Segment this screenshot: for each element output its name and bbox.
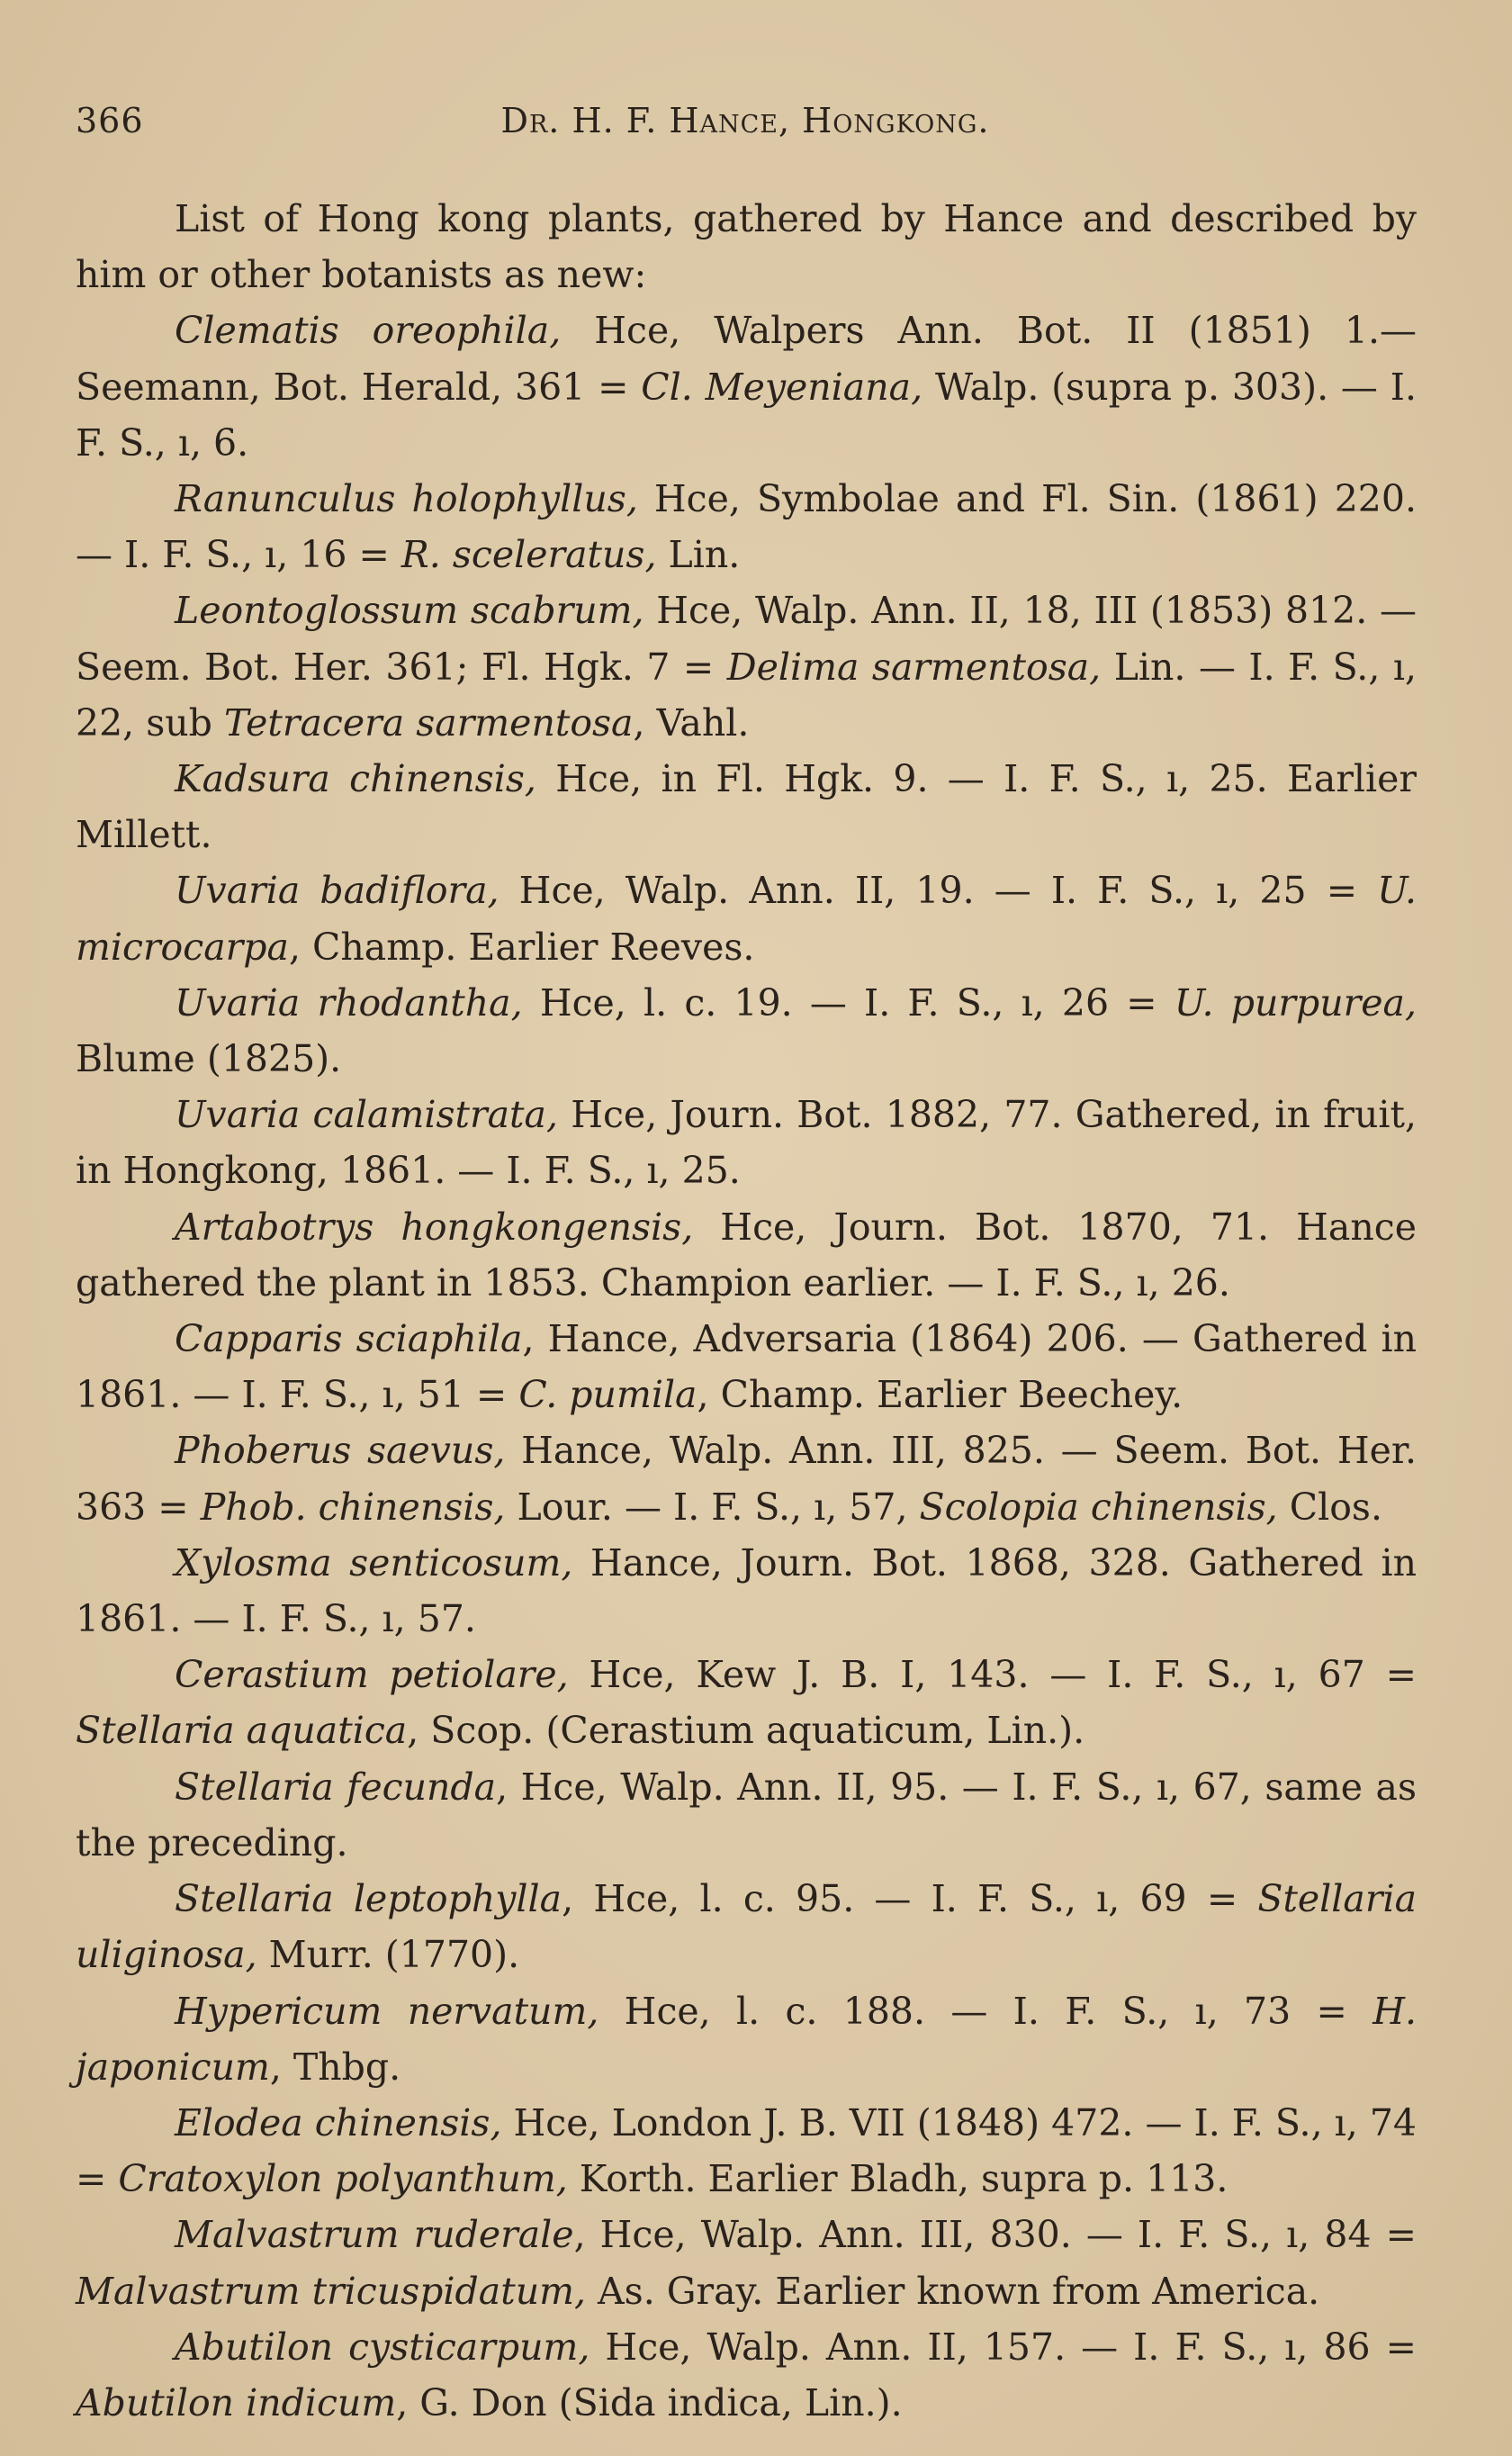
entry-text: Hce, Symbolae and Fl. Sin. (1861) 220. — I. F. S., ı, 16 =	[76, 477, 1417, 577]
species-name: H. japonicum	[76, 1989, 1417, 2089]
species-entry	[76, 1422, 1417, 1534]
entry-text: Hance, Journ. Bot. 1868, 328. Gathered in 1861. — I. F. S., ı, 57.	[76, 1540, 1417, 1641]
entry-text: Clos.	[1277, 1485, 1382, 1529]
species-entry	[76, 1647, 1417, 1758]
species-name: Ranunculus holophyllus,	[175, 477, 638, 521]
species-entry	[76, 1759, 1417, 1871]
species-name: U. microcarpa	[76, 869, 1417, 969]
entry-text: Lin. — I. F. S., ı, 22, sub	[76, 645, 1417, 745]
species-entry	[76, 1535, 1417, 1647]
species-name: Artabotrys hongkongensis,	[175, 1205, 694, 1249]
species-entry	[76, 2095, 1417, 2207]
entry-text: Walp. (supra p. 303). — I. F. S., ı, 6.	[76, 365, 1417, 465]
species-name: Clematis oreophila,	[175, 309, 562, 353]
entry-text: Lin.	[656, 533, 741, 577]
species-name: Malvastrum ruderale	[175, 2213, 574, 2257]
species-name: Cratoxylon polyanthum,	[118, 2157, 568, 2201]
entry-text: Hce, Kew J. B. I, 143. — I. F. S., ı, 67 =	[568, 1653, 1417, 1697]
species-name: Hypericum nervatum,	[175, 1989, 599, 2033]
entry-text: , Hance, Adversaria (1864) 206. — Gathered in 1861. — I. F. S., ı, 51 =	[76, 1317, 1417, 1417]
running-head: Dr. H. F. Hance, Hongkong.	[500, 101, 990, 140]
species-entry	[76, 862, 1417, 974]
species-entry	[76, 2207, 1417, 2318]
species-name: R. sceleratus,	[400, 533, 657, 577]
species-name: Stellaria uliginosa,	[76, 1877, 1418, 1977]
entry-text: Hce, London J. B. VII (1848) 472. — I. F. S., ı, 74 =	[76, 2100, 1417, 2201]
species-name: Leontoglossum scabrum,	[175, 589, 644, 633]
species-name: Stellaria aquatica	[76, 1709, 408, 1753]
species-name: Cl. Meyeniana,	[641, 365, 923, 409]
entry-text: , Hce, Walp. Ann. III, 830. — I. F. S., ı, 84 =	[573, 2213, 1417, 2257]
species-name: Capparis sciaphila	[175, 1317, 523, 1361]
species-entry	[76, 1199, 1417, 1311]
species-name: Stellaria leptophylla	[175, 1877, 562, 1921]
entry-text: As. Gray. Earlier known from America.	[586, 2269, 1320, 2313]
species-name: Kadsura chinensis,	[175, 757, 536, 801]
entry-text: , Hce, Walp. Ann. II, 95. — I. F. S., ı, 67, same as the preceding.	[76, 1765, 1417, 1865]
species-name: Uvaria badiflora,	[175, 869, 500, 913]
entry-text: Hce, Walp. Ann. II, 19. — I. F. S., ı, 25 =	[499, 869, 1378, 913]
entry-text: , G. Don (Sida indica, Lin.).	[396, 2380, 903, 2424]
entry-text: , Vahl.	[633, 700, 750, 745]
entry-text: Hance, Walp. Ann. III, 825. — Seem. Bot. Her. 363 =	[76, 1429, 1417, 1529]
entry-text: Korth. Earlier Bladh, supra p. 113.	[567, 2157, 1228, 2201]
entry-text: Blume (1825).	[76, 1037, 342, 1081]
entry-text: , Scop. (Cerastium aquaticum, Lin.).	[407, 1709, 1085, 1753]
species-name: Uvaria calamistrata,	[175, 1093, 558, 1137]
species-entry	[76, 1983, 1417, 2095]
species-name: Cerastium petiolare,	[175, 1653, 569, 1697]
species-name: U. purpurea,	[1174, 980, 1417, 1025]
species-name: Elodea chinensis,	[175, 2100, 502, 2144]
species-entry	[76, 1871, 1417, 1982]
species-name: Xylosma senticosum,	[175, 1540, 573, 1585]
entry-text: Hce, l. c. 188. — I. F. S., ı, 73 =	[598, 1989, 1373, 2033]
entry-text: Hce, Walp. Ann. II, 18, III (1853) 812. — Seem. Bot. Her. 361; Fl. Hgk. 7 =	[76, 589, 1417, 689]
species-name: Uvaria rhodantha,	[175, 980, 523, 1025]
species-name: Stellaria fecunda	[175, 1765, 497, 1809]
entry-text: Hce, Walp. Ann. II, 157. — I. F. S., ı, 86 =	[590, 2325, 1418, 2369]
page-number: 366	[76, 101, 144, 140]
page-header	[76, 101, 1415, 155]
species-entry	[76, 2319, 1417, 2431]
species-name: Scolopia chinensis,	[919, 1485, 1278, 1529]
entry-text: Hce, Walpers Ann. Bot. II (1851) 1.— Seemann, Bot. Herald, 361 =	[76, 309, 1417, 409]
species-name: Phoberus saevus,	[175, 1429, 506, 1473]
species-name: Malvastrum tricuspidatum,	[76, 2269, 587, 2313]
species-entry	[76, 975, 1417, 1087]
entry-text: Murr. (1770).	[256, 1933, 520, 1977]
entry-text: , Thbg.	[269, 2045, 401, 2089]
species-name: Abutilon cysticarpum,	[175, 2325, 590, 2369]
species-entry	[76, 751, 1417, 862]
entry-text: , Champ. Earlier Beechey.	[697, 1373, 1184, 1417]
species-entry	[76, 1311, 1417, 1422]
page-body	[76, 191, 1417, 2431]
entry-text: List of Hong kong plants, gathered by Hance and described by him or other botanists as new:	[76, 197, 1417, 297]
species-name: Delima sarmentosa,	[726, 645, 1102, 689]
entry-text: Lour. — I. F. S., ı, 57,	[505, 1485, 920, 1529]
intro-paragraph	[76, 191, 1417, 302]
entry-text: Hce, Journ. Bot. 1882, 77. Gathered, in fruit, in Hongkong, 1861. — I. F. S., ı, 25.	[76, 1093, 1417, 1193]
entry-text: , Champ. Earlier Reeves.	[288, 925, 755, 969]
species-name: Phob. chinensis,	[200, 1485, 506, 1529]
species-name: Tetracera sarmentosa	[223, 700, 634, 745]
species-entry	[76, 1087, 1417, 1198]
species-name: C. pumila	[518, 1373, 698, 1417]
entry-text: Hce, l. c. 19. — I. F. S., ı, 26 =	[522, 980, 1174, 1025]
species-entry	[76, 471, 1417, 582]
species-entry	[76, 582, 1417, 751]
species-name: Abutilon indicum	[76, 2380, 397, 2424]
entry-text: Hce, in Fl. Hgk. 9. — I. F. S., ı, 25. Earlier Millett.	[76, 757, 1418, 857]
species-entry	[76, 302, 1417, 471]
entry-text: , Hce, l. c. 95. — I. F. S., ı, 69 =	[562, 1877, 1258, 1921]
entry-text: Hce, Journ. Bot. 1870, 71. Hance gathered the plant in 1853. Champion earlier. — I. F. S., ı, 26.	[76, 1205, 1417, 1305]
